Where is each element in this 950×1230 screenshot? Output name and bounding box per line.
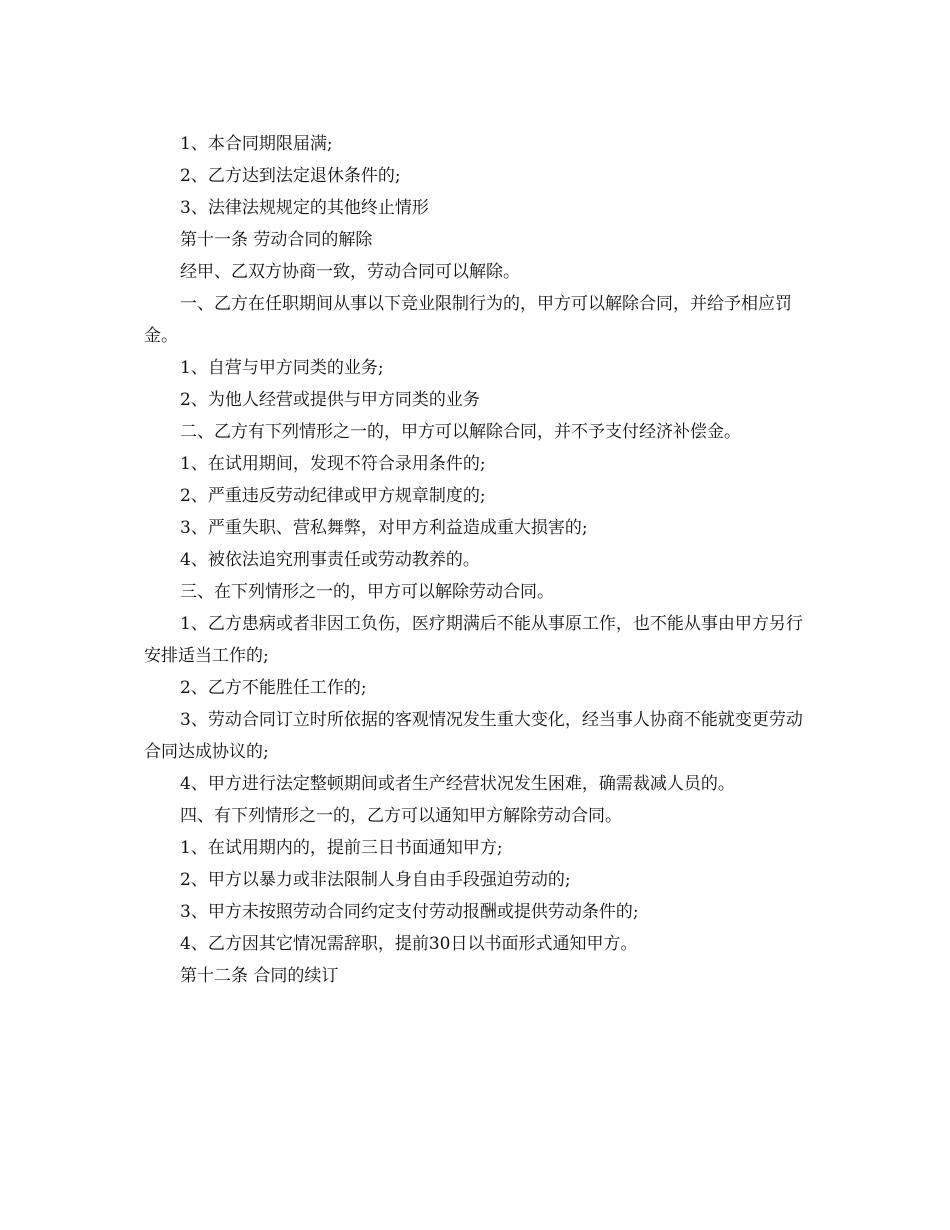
paragraph-employee-termination-item-1: 1、在试用期内的，提前三日书面通知甲方; (180, 838, 503, 858)
paragraph-mutual-termination: 经甲、乙双方协商一致，劳动合同可以解除。 (180, 262, 520, 282)
paragraph-employee-termination-item-2: 2、甲方以暴力或非法限制人身自由手段强迫劳动的; (180, 870, 571, 890)
paragraph-item-1: 1、本合同期限届满; (180, 134, 333, 154)
paragraph-noncompete-item-2: 2、为他人经营或提供与甲方同类的业务 (180, 390, 480, 410)
paragraph-employer-termination-item-1: 1、乙方患病或者非因工负伤，医疗期满后不能从事原工作，也不能从事由甲方另行安排适当工作的; (144, 614, 803, 666)
paragraph-employee-termination: 四、有下列情形之一的，乙方可以通知甲方解除劳动合同。 (180, 806, 622, 826)
paragraph-no-compensation-item-3: 3、严重失职、营私舞弊，对甲方利益造成重大损害的; (180, 518, 588, 538)
paragraph-no-compensation: 二、乙方有下列情形之一的，甲方可以解除合同，并不予支付经济补偿金。 (180, 422, 741, 442)
paragraph-no-compensation-item-4: 4、被依法追究刑事责任或劳动教养的。 (180, 550, 480, 570)
section-heading-article-12: 第十二条 合同的续订 (180, 966, 339, 986)
paragraph-noncompete: 一、乙方在任职期间从事以下竞业限制行为的，甲方可以解除合同，并给予相应罚金。 (144, 294, 792, 346)
paragraph-employer-termination-item-2: 2、乙方不能胜任工作的; (180, 678, 367, 698)
paragraph-no-compensation-item-2: 2、严重违反劳动纪律或甲方规章制度的; (180, 486, 486, 506)
paragraph-employer-termination: 三、在下列情形之一的，甲方可以解除劳动合同。 (180, 582, 554, 602)
paragraph-noncompete-item-1: 1、自营与甲方同类的业务; (180, 358, 384, 378)
paragraph-employer-termination-item-4: 4、甲方进行法定整顿期间或者生产经营状况发生困难，确需裁减人员的。 (180, 774, 735, 794)
section-heading-article-11: 第十一条 劳动合同的解除 (180, 230, 373, 250)
paragraph-item-3: 3、法律法规规定的其他终止情形 (180, 198, 429, 218)
document-body (144, 128, 806, 992)
paragraph-employee-termination-item-4: 4、乙方因其它情况需辞职，提前30日以书面形式通知甲方。 (180, 934, 638, 954)
paragraph-no-compensation-item-1: 1、在试用期间，发现不符合录用条件的; (180, 454, 486, 474)
paragraph-employer-termination-item-3: 3、劳动合同订立时所依据的客观情况发生重大变化，经当事人协商不能就变更劳动合同达成协议的; (144, 710, 803, 762)
paragraph-item-2: 2、乙方达到法定退休条件的; (180, 166, 401, 186)
paragraph-employee-termination-item-3: 3、甲方未按照劳动合同约定支付劳动报酬或提供劳动条件的; (180, 902, 639, 922)
